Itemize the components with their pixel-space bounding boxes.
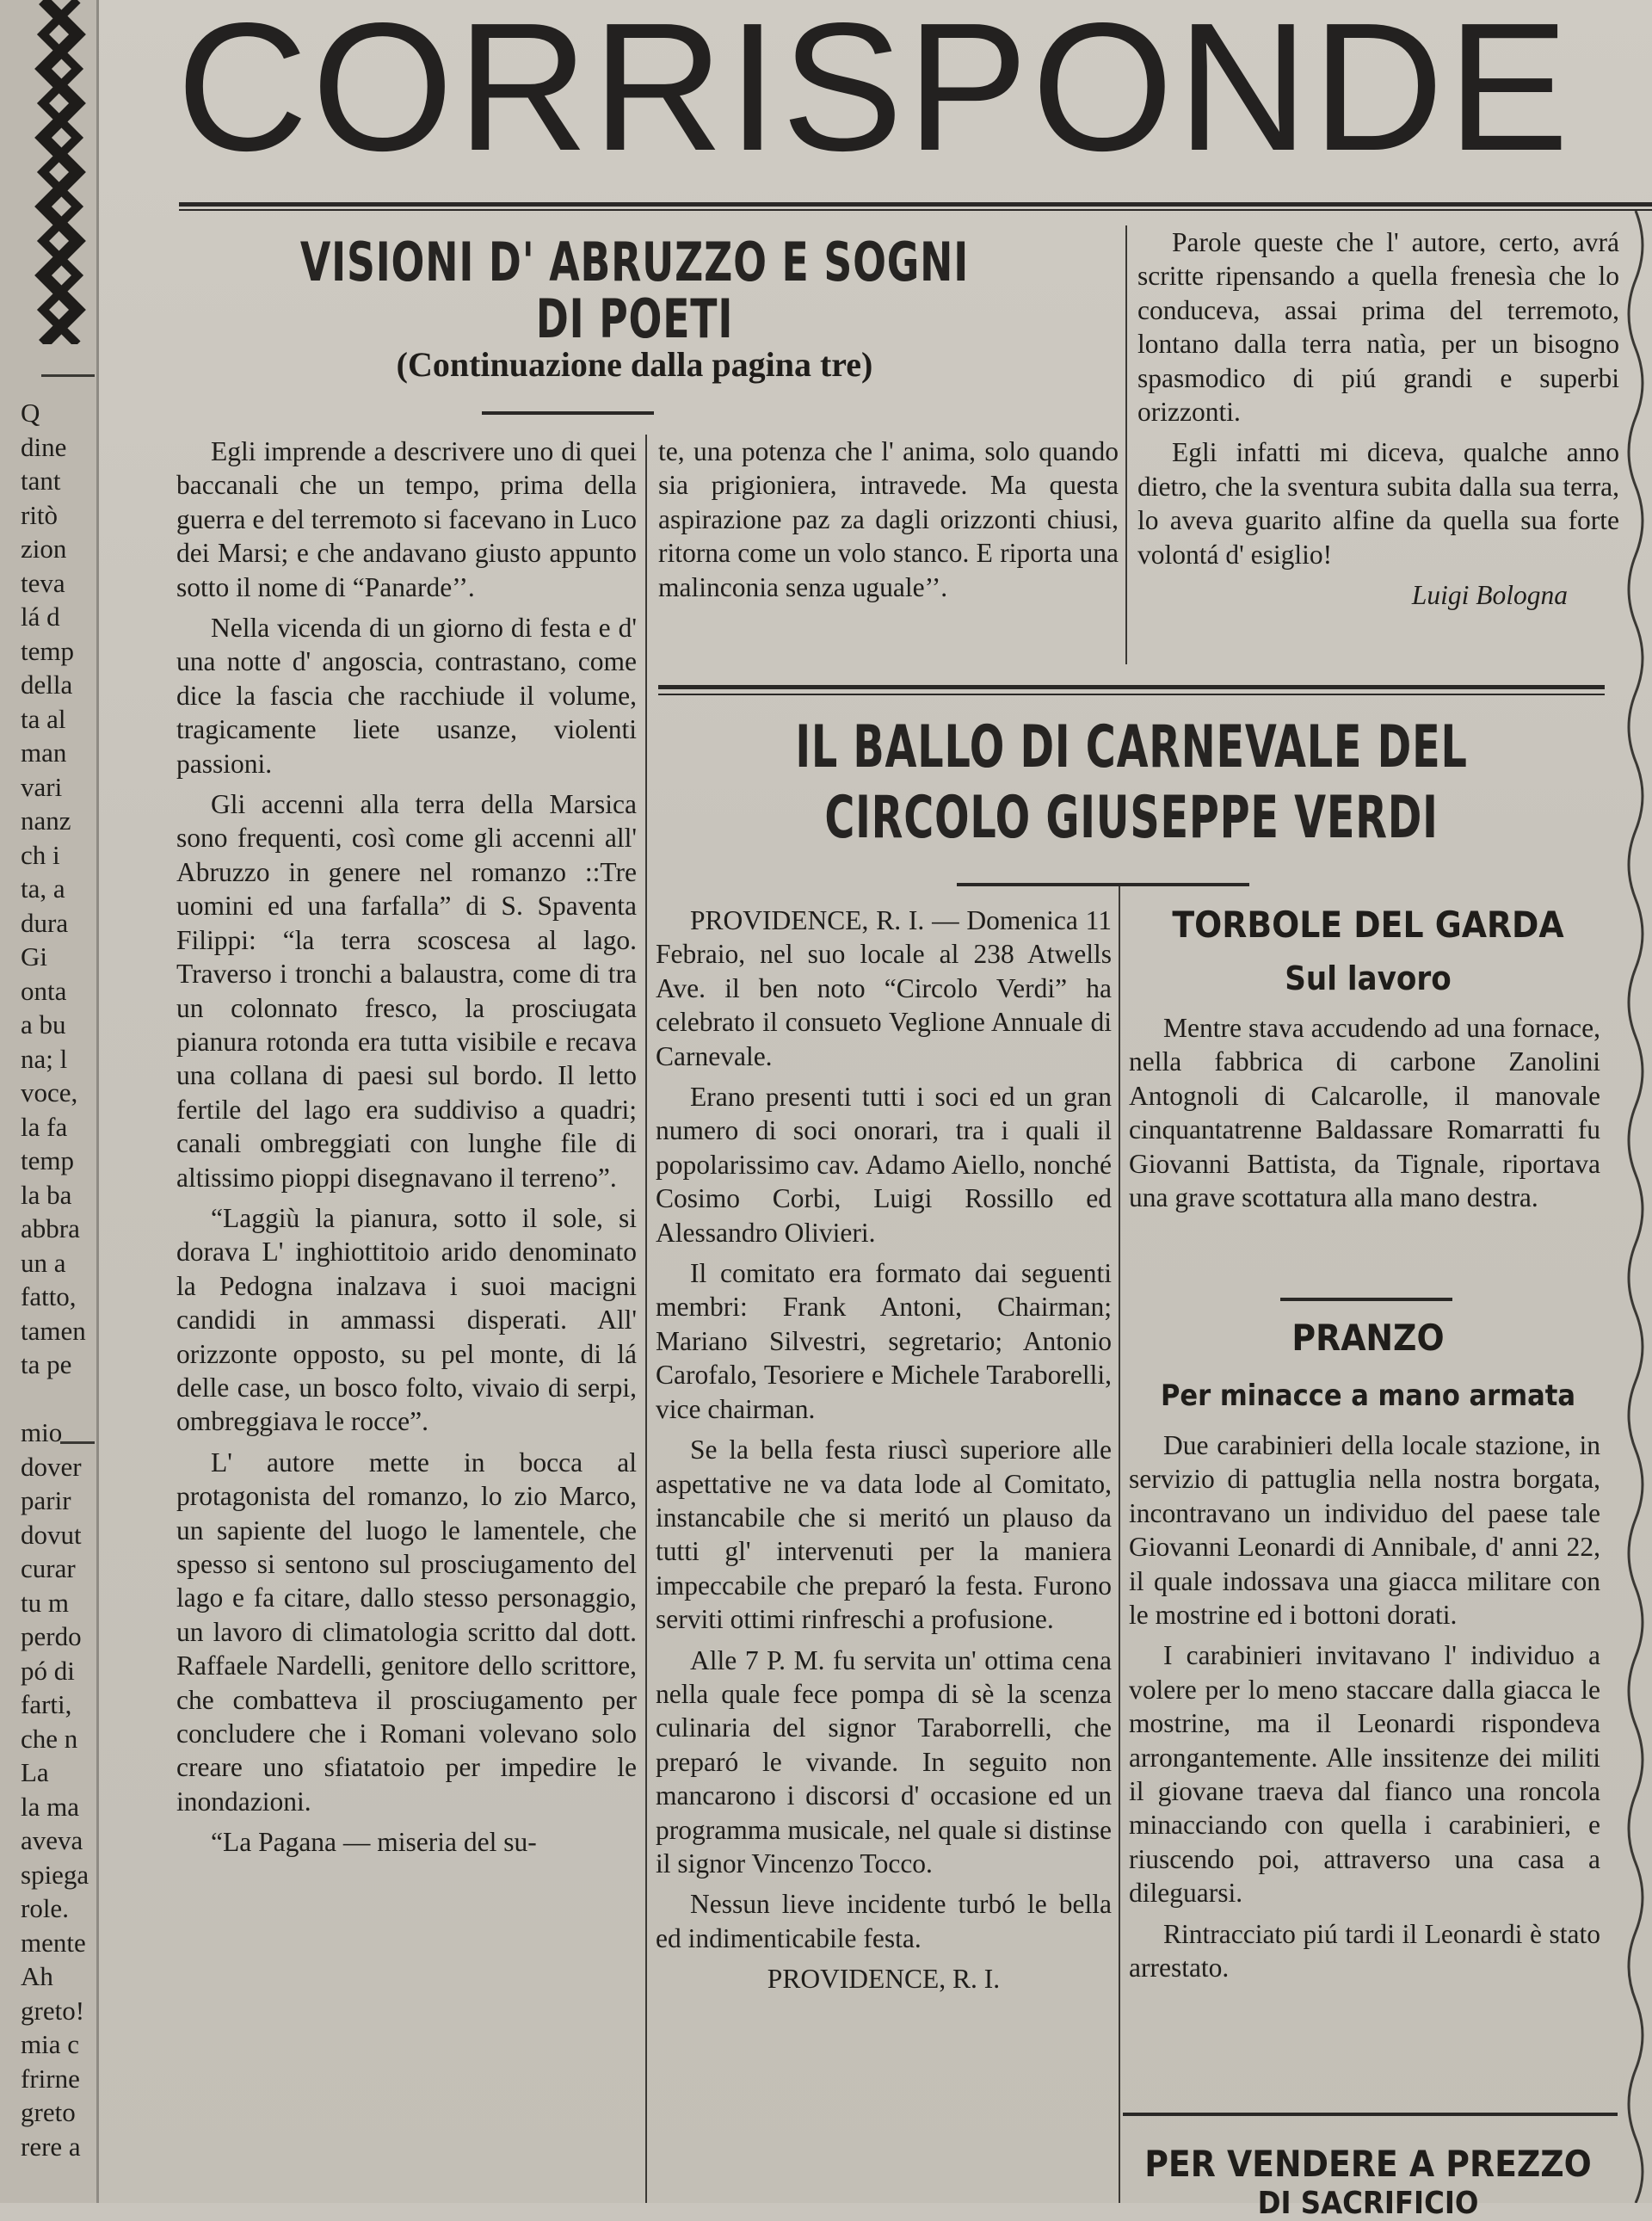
column-divider [1119, 886, 1120, 2203]
column-divider [645, 435, 647, 2203]
left-page-fragment: na; l [21, 1043, 68, 1074]
left-page-fragment: man [21, 737, 67, 768]
masthead-rule [179, 202, 1652, 207]
headline-rule [957, 883, 1249, 886]
paragraph: Egli infatti mi diceva, qualche anno dietro, che la sventura subita dalla sua terra, lo aveva guarito alfine da quella sua forte volontá d' esiglio! [1137, 437, 1619, 570]
article-headline: IL BALLO DI CARNEVALE DEL CIRCOLO GIUSEPPE VERDI [795, 713, 1468, 852]
left-page-fragment [21, 1382, 99, 1416]
left-page-fragment: dura [21, 907, 69, 938]
left-page-fragment: spiega [21, 1859, 89, 1890]
left-page-fragment: ta, a [21, 873, 65, 904]
left-page-fragment: tamen [21, 1315, 86, 1346]
paragraph: Nessun lieve incidente turbó le bella ed indimenticabile festa. [656, 1889, 1112, 1953]
left-page-fragment: vari [21, 771, 63, 802]
left-page-fragment: Q [21, 398, 40, 428]
masthead-rule [179, 209, 1652, 211]
left-page-fragment: ta al [21, 703, 66, 734]
author-signature: Luigi Bologna [1411, 580, 1568, 611]
left-page-fragment: pó di [21, 1655, 75, 1686]
left-page-fragment: la ma [21, 1791, 79, 1822]
left-page-fragment: curar [21, 1553, 76, 1583]
article-subhead: Sul lavoro [1285, 959, 1452, 997]
left-page-fragment: ch i [21, 839, 60, 870]
paragraph: Parole queste che l' autore, certo, avrá scritte ripensando a quella frenesìa che lo conduceva, assai prima del terremoto, lontano dalla terra natìa, per un bisogno spasmodico di piú grandi e superbi orizzonti. [1137, 227, 1619, 428]
section-rule [658, 694, 1605, 695]
left-page-text [21, 396, 99, 2163]
left-page-fragment: della [21, 669, 73, 700]
left-page-fragment: farti, [21, 1689, 72, 1719]
left-page-fragment: Ah [21, 1961, 53, 1991]
left-page-fragment: Gi [21, 941, 47, 972]
article-column [1129, 1428, 1600, 1992]
section-rule [658, 685, 1605, 689]
left-page-fragment: tu m [21, 1587, 69, 1618]
left-page-fragment: fatto, [21, 1281, 77, 1311]
left-page-fragment: aveva [21, 1825, 83, 1855]
article-subhead: (Continuazione dalla pagina tre) [396, 345, 873, 384]
left-page-strip [0, 0, 99, 2203]
left-page-fragment: mente [21, 1927, 86, 1958]
left-page-fragment: ritò [21, 499, 59, 530]
left-page-fragment: a bu [21, 1009, 66, 1040]
left-page-fragment: zion [21, 534, 67, 564]
left-page-fragment: role. [21, 1893, 69, 1923]
paragraph: Nella vicenda di un giorno di festa e d' una notte d' angoscia, contrastano, come dice la fascia che racchiude il volume, tragicamente liete usanze, violenti passioni. [176, 613, 637, 779]
paragraph: Gli accenni alla terra della Marsica sono frequenti, così come gli accenni all' Abruzzo in genere nel romanzo ::Tre uomini ed una farfalla” di S. Spaventa Filippi: “la terra scoscesa al lago. Traverso i tronchi a balaustra, come di tra un colonnato fresco, la prosciugata pianura rotonda era tutta visibile e recava una collana di paesi sul bordo. Il letto fertile del lago era suddiviso a quadri; canali ombreggiati con lunghe file di altissimo pioppi disegnavano il terreno”. [176, 789, 637, 1193]
article-column [656, 904, 1112, 2003]
left-page-fragment: tant [21, 466, 61, 496]
paragraph: L' autore mette in bocca al protagonista del romanzo, lo zio Marco, un sapiente del luogo le lamentele, che spesso si sentono sul prosciugamento del lago e fa citare, dallo stesso personaggio, un lavoro di climatologia scritto dal dott. Raffaele Nardelli, genitore dello scrittore, che combatteva il prosciugamento per concludere che i Romani volevano solo creare uno sfiatatoio per impedire le inondazioni. [176, 1447, 637, 1817]
article-subhead: Per minacce a mano armata [1160, 1379, 1576, 1413]
left-page-fragment: lá d [21, 602, 60, 632]
left-page-fragment: greto! [21, 1995, 85, 2026]
left-page-fragment: mio [21, 1417, 63, 1447]
left-page-fragment: mia c [21, 2029, 79, 2059]
left-page-fragment: La [21, 1757, 49, 1787]
article-headline: DI SACRIFICIO [1257, 2186, 1479, 2221]
left-page-fragment: la ba [21, 1179, 72, 1210]
decorative-edge [1619, 211, 1652, 2203]
left-page-fragment: onta [21, 975, 67, 1006]
left-page-fragment: dine [21, 431, 67, 462]
column-divider [1125, 225, 1127, 664]
article-headline: VISIONI D' ABRUZZO E SOGNI DI POETI [299, 231, 970, 350]
article-column [658, 435, 1119, 611]
paragraph: I carabinieri invitavano l' individuo a volere per lo meno staccare dalla giacca le mostrine, ma il Leonardi rispondeva arrongantemente. Alle inssitenze dei militi il giovane traeva dal fianco una roncola minacciando con quella i carabinieri, e riuscendo poi, attraverso una casa a dileguarsi. [1129, 1640, 1600, 1909]
ornament-border [26, 0, 93, 344]
paragraph: te, una potenza che l' anima, solo quando sia prigioniera, intravede. Ma questa aspirazione paz za dagli orizzonti chiusi, ritorna come un volo stanco. E riporta una malinconia senza uguale’’. [658, 436, 1119, 602]
left-page-fragment: parir [21, 1485, 71, 1515]
left-page-fragment: voce, [21, 1077, 78, 1107]
left-page-fragment: teva [21, 567, 65, 598]
left-page-fragment: che n [21, 1723, 78, 1754]
article-headline: PER VENDERE A PREZZO [1144, 2143, 1592, 2185]
paragraph: Mentre stava accudendo ad una fornace, nella fabbrica di carbone Zanolini Antognoli di Calcarolle, il manovale cinquantatrenne Baldassare Romarratti fu Giovanni Battista, da Tignale, riportava una grave scottatura alla mano destra. [1129, 1013, 1600, 1213]
headline-rule [1280, 1298, 1452, 1301]
left-page-fragment: abbra [21, 1213, 80, 1243]
left-page-fragment: rere a [21, 2131, 81, 2162]
dateline: PROVIDENCE, R. I. [767, 1964, 1001, 1995]
left-page-fragment: dovut [21, 1519, 82, 1550]
left-page-fragment: un a [21, 1247, 66, 1278]
article-column [176, 435, 637, 1866]
paragraph: Erano presenti tutti i soci ed un gran numero di soci onorari, tra i quali il popolarissimo cav. Adamo Aiello, nonché Cosimo Corbi, Luigi Rossillo ed Alessandro Olivieri. [656, 1082, 1112, 1248]
left-page-fragment: temp [21, 1145, 74, 1175]
article-column [1137, 225, 1619, 612]
left-page-fragment: greto [21, 2097, 76, 2127]
left-page-fragment: la fa [21, 1111, 68, 1142]
left-page-fragment: nanz [21, 805, 71, 836]
paragraph: Alle 7 P. M. fu servita un' ottima cena nella quale fece pompa di sè la scenza culinaria del signor Taraborrelli, che preparó le vivande. In seguito non mancarono i discorsi d' occasione ed un programma musicale, nel quale si distinse il signor Vincenzo Tocco. [656, 1644, 1112, 1879]
left-page-fragment: ta pe [21, 1349, 72, 1379]
left-page-fragment: dover [21, 1451, 82, 1482]
left-page-fragment: temp [21, 635, 74, 666]
paragraph: Il comitato era formato dai seguenti membri: Frank Antoni, Chairman; Mariano Silvestri, segretario; Antonio Carofalo, Tesoriere e Michele Taraborelli, vice chairman. [656, 1258, 1112, 1424]
headline-rule [482, 411, 654, 415]
paragraph: Due carabinieri della locale stazione, in servizio di pattuglia nella nostra borgata, incontravano un individuo del paese tale Giovanni Leonardi di Annibale, d' anni 22, il quale indossava una giacca militare con le mostrine ed i bottoni dorati. [1129, 1430, 1600, 1631]
paragraph: PROVIDENCE, R. I. — Domenica 11 Febraio, nel suo locale al 238 Atwells Ave. il ben noto “Circolo Verdi” ha celebrato il consueto Veglione Annuale di Carnevale. [656, 905, 1112, 1071]
masthead: CORRISPONDE [176, 0, 1573, 188]
article-headline: PRANZO [1291, 1317, 1445, 1359]
left-page-fragment: perdo [21, 1621, 82, 1651]
paragraph: Egli imprende a descrivere uno di quei baccanali che un tempo, prima della guerra e del terremoto si facevano in Luco dei Marsi; e che andavano giusto appunto sotto il nome di “Panarde’’. [176, 436, 637, 602]
paragraph: “La Pagana — miseria del su- [211, 1827, 537, 1858]
left-rule [41, 374, 95, 377]
article-column [1129, 1011, 1600, 1221]
left-page-fragment: frirne [21, 2063, 80, 2094]
section-rule [1123, 2113, 1618, 2116]
paragraph: Se la bella festa riuscì superiore alle aspettative ne va data lode al Comitato, instancabile che si meritó un plauso da tutti gl' intervenuti per la maniera impeccabile che preparó la festa. Furono serviti ottimi rinfreschi a profusione. [656, 1434, 1112, 1635]
paragraph: “Laggiù la pianura, sotto il sole, si dorava L' inghiottitoio arido denominato la Pedogna inalzava i suoi macigni candidi in ammassi disperati. All' orizzonte opposto, su pel monte, di lá delle case, un bosco folto, vivaio di serpi, ombreggiava le rocce”. [176, 1202, 637, 1437]
paragraph: Rintracciato piú tardi il Leonardi è stato arrestato. [1129, 1918, 1600, 1983]
article-headline: TORBOLE DEL GARDA [1172, 904, 1564, 946]
